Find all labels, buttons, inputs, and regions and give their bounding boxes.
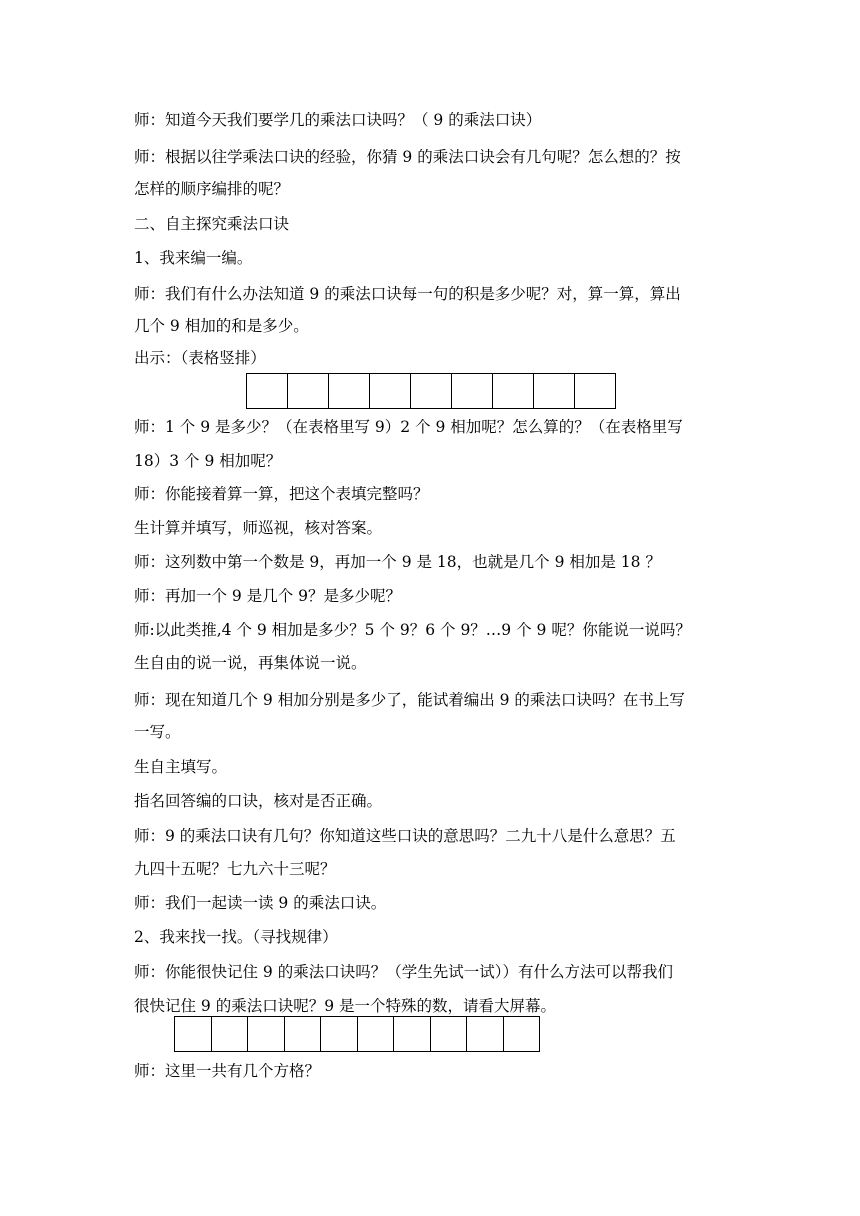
table-cell [431, 1016, 468, 1052]
paragraph: 很快记住 9 的乘法口诀呢？9 是一个特殊的数，请看大屏幕。 [134, 997, 557, 1015]
table-cell [212, 1016, 249, 1052]
paragraph: 师：我们有什么办法知道 9 的乘法口诀每一句的积是多少呢？对，算一算，算出 [134, 285, 681, 303]
paragraph: 指名回答编的口诀，核对是否正确。 [134, 792, 383, 810]
table-cell [452, 373, 493, 409]
paragraph: 师：你能接着算一算，把这个表填完整吗？ [134, 485, 429, 503]
table-cell [534, 373, 575, 409]
table-cell [358, 1016, 395, 1052]
paragraph: 师：再加一个 9 是几个 9？是多少呢？ [134, 587, 402, 605]
subsection-heading: 1、我来编一编。 [134, 249, 253, 267]
blank-table-2 [174, 1016, 540, 1052]
paragraph: 师：你能很快记住 9 的乘法口诀吗？（学生先试一试））有什么方法可以帮我们 [134, 963, 673, 981]
paragraph: 师：1 个 9 是多少？（在表格里写 9）2 个 9 相加呢？怎么算的？（在表格里写 [134, 418, 683, 436]
paragraph: 18）3 个 9 相加呢？ [134, 452, 282, 470]
table-cell [370, 373, 411, 409]
table-cell [493, 373, 534, 409]
paragraph: 生自由的说一说，再集体说一说。 [134, 654, 367, 672]
table-cell [175, 1016, 212, 1052]
paragraph: 生自主填写。 [134, 758, 228, 776]
table-cell [329, 373, 370, 409]
paragraph: 师：9 的乘法口诀有几句？你知道这些口诀的意思吗？二九十八是什么意思？五 [134, 827, 676, 845]
paragraph: 师：我们一起读一读 9 的乘法口诀。 [134, 894, 387, 912]
table-cell [394, 1016, 431, 1052]
table-cell [467, 1016, 504, 1052]
table-cell [248, 1016, 285, 1052]
blank-table-1 [246, 373, 616, 409]
paragraph: 师：这列数中第一个数是 9，再加一个 9 是 18，也就是几个 9 相加是 18 ？ [134, 553, 661, 571]
table-cell [411, 373, 452, 409]
table-cell [285, 1016, 322, 1052]
table-cell [288, 373, 329, 409]
paragraph: 师：现在知道几个 9 相加分别是多少了，能试着编出 9 的乘法口诀吗？在书上写 [134, 691, 685, 709]
section-heading: 二、自主探究乘法口诀 [134, 215, 290, 233]
paragraph: 师：这里一共有几个方格？ [134, 1062, 321, 1080]
paragraph: 几个 9 相加的和是多少。 [134, 317, 309, 335]
paragraph: 九四十五呢？七九六十三呢？ [134, 860, 336, 878]
paragraph: 师：知道今天我们要学几的乘法口诀吗？（ 9 的乘法口诀） [134, 111, 542, 129]
paragraph: 师:以此类推,4 个 9 相加是多少？5 个 9？6 个 9？…9 个 9 呢？你能说一说吗？ [134, 621, 691, 639]
paragraph: 师：根据以往学乘法口诀的经验，你猜 9 的乘法口诀会有几句呢？怎么想的？按 [134, 148, 681, 166]
subsection-heading: 2、我来找一找。（寻找规律） [134, 928, 338, 946]
paragraph: 怎样的顺序编排的呢？ [134, 180, 290, 198]
paragraph: 出示：（表格竖排） [134, 349, 266, 367]
paragraph: 一写。 [134, 723, 181, 741]
table-cell [504, 1016, 541, 1052]
table-cell [575, 373, 616, 409]
paragraph: 生计算并填写，师巡视，核对答案。 [134, 519, 383, 537]
table-cell [321, 1016, 358, 1052]
table-cell [247, 373, 288, 409]
